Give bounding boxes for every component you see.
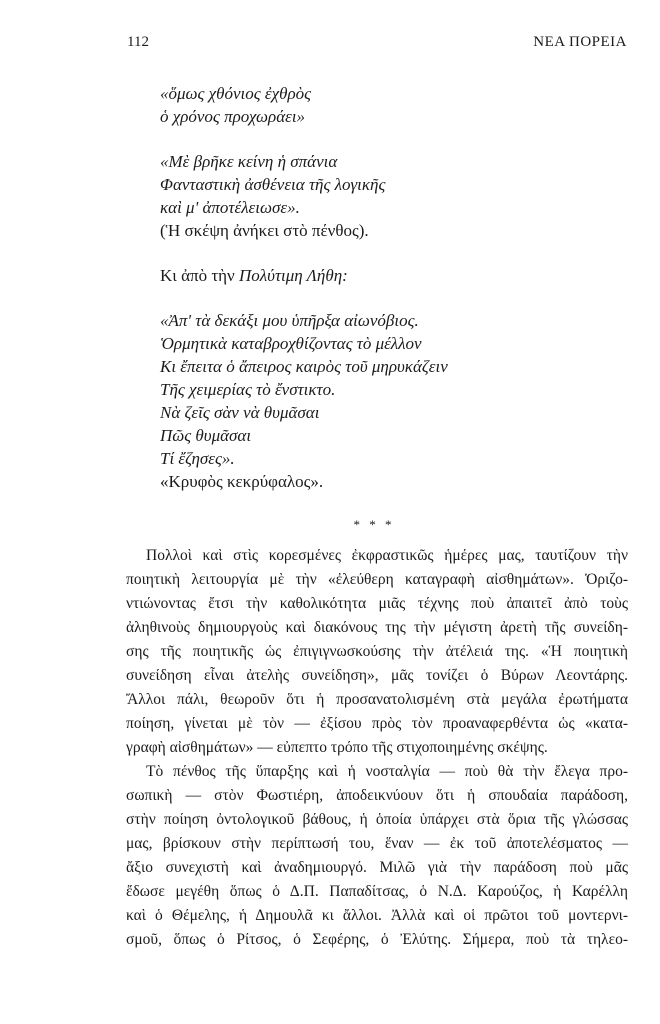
body-text <box>126 544 628 952</box>
poem-stanza-2 <box>160 150 600 242</box>
text-line: ντιώνοντας ἔτσι τὴν καθολικότητα μιᾶς τέχνης ποὺ ἀπαιτεῖ ἀπὸ τοὺς <box>126 595 628 612</box>
poem-line: Ὁρμητικὰ καταβροχθίζοντας τὸ μέλλον <box>160 334 422 353</box>
poem-line: ὁ χρόνος προχωράει» <box>160 107 306 126</box>
poem-line: «ὅμως χθόνιος ἐχθρὸς <box>160 84 312 103</box>
text-line: καὶ ὁ Θέμελης, ἡ Δημουλᾶ κι ἄλλοι. Ἀλλὰ καὶ οἱ πρῶτοι τοῦ μοντερνι- <box>126 907 628 924</box>
paragraph-2 <box>126 760 628 952</box>
text-line: Ἄλλοι πάλι, θεωροῦν ὅτι ἡ προσανατολισμένη στὰ μεγάλα ἐρωτήματα <box>126 691 628 708</box>
poem-line: Φανταστικὴ ἀσθένεια τῆς λογικῆς <box>160 175 386 194</box>
intro-prefix: Κι ἀπὸ τὴν <box>160 266 239 285</box>
poem-line: Νὰ ζεῖς σὰν νὰ θυμᾶσαι <box>160 403 320 422</box>
section-separator: * * * <box>353 517 395 532</box>
intro-line <box>160 264 600 287</box>
page-number: 112 <box>127 34 149 50</box>
page-header <box>127 34 627 56</box>
poem-line: «Ἀπ' τὰ δεκάξι μου ὑπῆρξα αἰωνόβιος. <box>160 311 419 330</box>
text-line: μας, βρίσκουν στὴν περίπτωσή του, ἕναν — ἐκ τοῦ ἀποτελέσματος — <box>126 835 628 852</box>
book-title: Πολύτιμη Λήθη: <box>239 266 348 285</box>
poem-intro <box>160 264 600 287</box>
poem-stanza-1 <box>160 82 600 128</box>
text-line: σμοῦ, ὅπως ὁ Ρίτσος, ὁ Σεφέρης, ὁ Ἐλύτης. Σήμερα, ποὺ τὰ τηλεο- <box>126 931 628 948</box>
poem-line: Πῶς θυμᾶσαι <box>160 426 252 445</box>
text-line: ποίηση, γίνεται μὲ τὸν — ἐξίσου πρὸς τὸν προαναφερθέντα ὡς «κατα- <box>126 715 628 732</box>
text-line: ἄξιο συνεχιστὴ καὶ ἀναδημιουργό. Μιλῶ γιὰ τὴν παράδοση ποὺ μᾶς <box>126 859 628 876</box>
text-line: συνείδηση εἶναι ἀτελὴς συνείδηση», μᾶς τονίζει ὁ Βύρων Λεοντάρης. <box>126 667 628 684</box>
text-line: σης τῆς ποιητικῆς ὡς ἐπιγιγνωσκούσης τὴν ἀτέλειά της. «Ἡ ποιητικὴ <box>126 643 628 660</box>
text-line: Πολλοὶ καὶ στὶς κορεσμένες ἐκφραστικῶς ἡμέρες μας, ταυτίζουν τὴν <box>146 547 628 564</box>
poem-line: «Μὲ βρῆκε κείνη ἡ σπάνια <box>160 152 338 171</box>
text-line: στὴν ποίηση ὀντολογικοῦ βάθους, ἡ ὁποία ὑπάρχει στὰ ὅρια τῆς γλώσσας <box>126 811 628 828</box>
poem-line: Τί ἔζησες». <box>160 449 235 468</box>
poem-line: «Κρυφὸς κεκρύφαλος». <box>160 472 324 491</box>
text-line: ποιητικὴ λειτουργία μὲ τὴν «ἐλεύθερη καταγραφὴ αἰσθημάτων». Ὁριζο- <box>126 571 628 588</box>
text-line: σωπικὴ — στὸν Φωστιέρη, ἀποδεικνύουν ὅτι ἡ σπουδαία παράδοση, <box>126 787 628 804</box>
text-line: γραφὴ αἰσθημάτων» — εὐπεπτο τρόπο τῆς στιχοποιημένης σκέψης. <box>126 739 548 756</box>
running-head: ΝΕΑ ΠΟΡΕΙΑ <box>533 34 627 50</box>
paragraph-1 <box>126 544 628 760</box>
poem-line: Κι ἔπειτα ὁ ἄπειρος καιρὸς τοῦ μηρυκάζειν <box>160 357 448 376</box>
poem-line: Τῆς χειμερίας τὸ ἔνστικτο. <box>160 380 336 399</box>
text-line: Τὸ πένθος τῆς ὕπαρξης καὶ ἡ νοσταλγία — ποὺ θὰ τὴν ἔλεγα προ- <box>146 763 628 780</box>
text-line: ἔδωσε μεγέθη ὅπως ὁ Δ.Π. Παπαδίτσας, ὁ Ν.Δ. Καρούζος, ἡ Καρέλλη <box>126 883 628 900</box>
poem-stanza-3 <box>160 309 600 493</box>
poem-line: καὶ μ' ἀποτέλειωσε». <box>160 198 300 217</box>
poem-excerpts <box>160 82 600 515</box>
text-line: ἀληθινοὺς δημιουργοὺς καὶ διακόνους της τὴν μέγιστη ἀρετὴ τῆς συνείδη- <box>126 619 628 636</box>
poem-comment: (Ἡ σκέψη ἀνήκει στὸ πένθος). <box>160 221 369 240</box>
